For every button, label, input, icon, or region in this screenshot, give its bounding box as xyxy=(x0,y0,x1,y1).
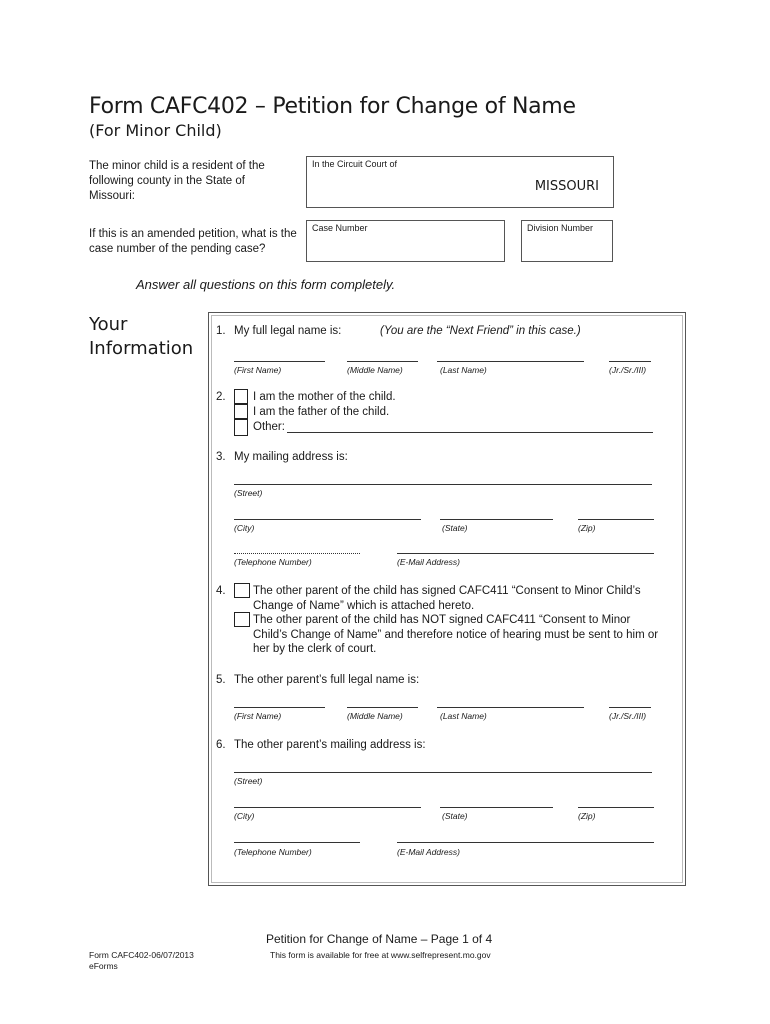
q3-city-label: (City) xyxy=(234,523,255,533)
q1-middle-name-label: (Middle Name) xyxy=(347,365,403,375)
q3-number: 3. xyxy=(216,451,226,463)
division-number-field[interactable] xyxy=(521,220,613,262)
form-title: Form CAFC402 – Petition for Change of Name xyxy=(89,94,576,119)
case-number-field[interactable] xyxy=(306,220,505,262)
circuit-court-box[interactable] xyxy=(306,156,614,208)
q6-state-field[interactable] xyxy=(440,807,553,808)
other-checkbox[interactable] xyxy=(234,419,248,436)
circuit-court-label: In the Circuit Court of xyxy=(312,159,398,169)
q5-middle-name-field[interactable] xyxy=(347,707,418,708)
q6-zip-field[interactable] xyxy=(578,807,654,808)
q5-first-name-field[interactable] xyxy=(234,707,325,708)
q3-state-label: (State) xyxy=(442,523,468,533)
amended-petition-text: If this is an amended petition, what is the case number of the pending case? xyxy=(89,228,297,255)
section-title-your-information: Your Information xyxy=(89,314,194,359)
q4-opt2-line3: her by the clerk of court. xyxy=(253,643,377,655)
consent-signed-checkbox[interactable] xyxy=(234,583,250,598)
q3-street-label: (Street) xyxy=(234,488,263,498)
q1-suffix-field[interactable] xyxy=(609,361,651,362)
q2-father-label: I am the father of the child. xyxy=(253,406,390,418)
case-number-label: Case Number xyxy=(312,223,368,233)
q3-state-field[interactable] xyxy=(440,519,553,520)
q1-first-name-field[interactable] xyxy=(234,361,325,362)
q1-number: 1. xyxy=(216,325,226,337)
q5-last-name-label: (Last Name) xyxy=(440,711,487,721)
q4-opt2-line1: The other parent of the child has NOT signed CAFC411 “Consent to Minor xyxy=(253,614,631,626)
q6-text: The other parent’s mailing address is: xyxy=(234,739,426,751)
q3-zip-label: (Zip) xyxy=(578,523,596,533)
page-label: Petition for Change of Name – Page 1 of 4 xyxy=(266,932,493,946)
q1-first-name-label: (First Name) xyxy=(234,365,282,375)
consent-not-signed-checkbox[interactable] xyxy=(234,612,250,627)
q6-telephone-field[interactable] xyxy=(234,842,360,843)
q3-email-field[interactable] xyxy=(397,553,654,554)
state-value: MISSOURI xyxy=(534,179,599,194)
q5-last-name-field[interactable] xyxy=(437,707,584,708)
q6-email-label: (E-Mail Address) xyxy=(397,847,460,857)
q4-number: 4. xyxy=(216,585,226,597)
q4-opt2-line2: Child’s Change of Name” and therefore notice of hearing must be sent to him or xyxy=(253,629,659,641)
q1-note: (You are the “Next Friend” in this case.) xyxy=(380,325,581,337)
eforms-label: eForms xyxy=(89,961,118,971)
q5-suffix-field[interactable] xyxy=(609,707,651,708)
q5-suffix-label: (Jr./Sr./III) xyxy=(609,711,647,721)
form-subtitle: (For Minor Child) xyxy=(89,121,222,140)
q6-zip-label: (Zip) xyxy=(578,811,596,821)
q6-state-label: (State) xyxy=(442,811,468,821)
q5-middle-name-label: (Middle Name) xyxy=(347,711,403,721)
mother-checkbox[interactable] xyxy=(234,389,248,404)
q6-email-field[interactable] xyxy=(397,842,654,843)
q2-number: 2. xyxy=(216,391,226,403)
q6-city-label: (City) xyxy=(234,811,255,821)
q4-opt1-line2: Change of Name” which is attached hereto. xyxy=(253,600,475,612)
q5-text: The other parent’s full legal name is: xyxy=(234,674,420,686)
q5-number: 5. xyxy=(216,674,226,686)
q2-other-field[interactable] xyxy=(287,432,653,433)
q1-suffix-label: (Jr./Sr./III) xyxy=(609,365,647,375)
q3-email-label: (E-Mail Address) xyxy=(397,557,460,567)
division-number-label: Division Number xyxy=(527,223,594,233)
q3-city-field[interactable] xyxy=(234,519,421,520)
q3-telephone-label: (Telephone Number) xyxy=(234,557,312,567)
q2-mother-label: I am the mother of the child. xyxy=(253,391,396,403)
q1-last-name-label: (Last Name) xyxy=(440,365,487,375)
q3-text: My mailing address is: xyxy=(234,451,348,463)
q6-street-label: (Street) xyxy=(234,776,263,786)
availability-text: This form is available for free at www.selfrepresent.mo.gov xyxy=(270,950,491,960)
form-code: Form CAFC402-06/07/2013 xyxy=(89,950,194,960)
q4-opt1-line1: The other parent of the child has signed CAFC411 “Consent to Minor Child’s xyxy=(253,585,641,597)
q1-middle-name-field[interactable] xyxy=(347,361,418,362)
q3-street-field[interactable] xyxy=(234,484,652,485)
q6-telephone-label: (Telephone Number) xyxy=(234,847,312,857)
q2-other-label: Other: xyxy=(253,421,285,433)
q6-street-field[interactable] xyxy=(234,772,652,773)
instruction-text: Answer all questions on this form completely. xyxy=(136,277,396,292)
q6-number: 6. xyxy=(216,739,226,751)
q3-zip-field[interactable] xyxy=(578,519,654,520)
q1-last-name-field[interactable] xyxy=(437,361,584,362)
q1-text: My full legal name is: xyxy=(234,325,342,337)
father-checkbox[interactable] xyxy=(234,404,248,419)
q6-city-field[interactable] xyxy=(234,807,421,808)
q3-telephone-field[interactable] xyxy=(234,553,360,554)
q5-first-name-label: (First Name) xyxy=(234,711,282,721)
resident-text: The minor child is a resident of the following county in the State of Missouri: xyxy=(89,160,265,202)
